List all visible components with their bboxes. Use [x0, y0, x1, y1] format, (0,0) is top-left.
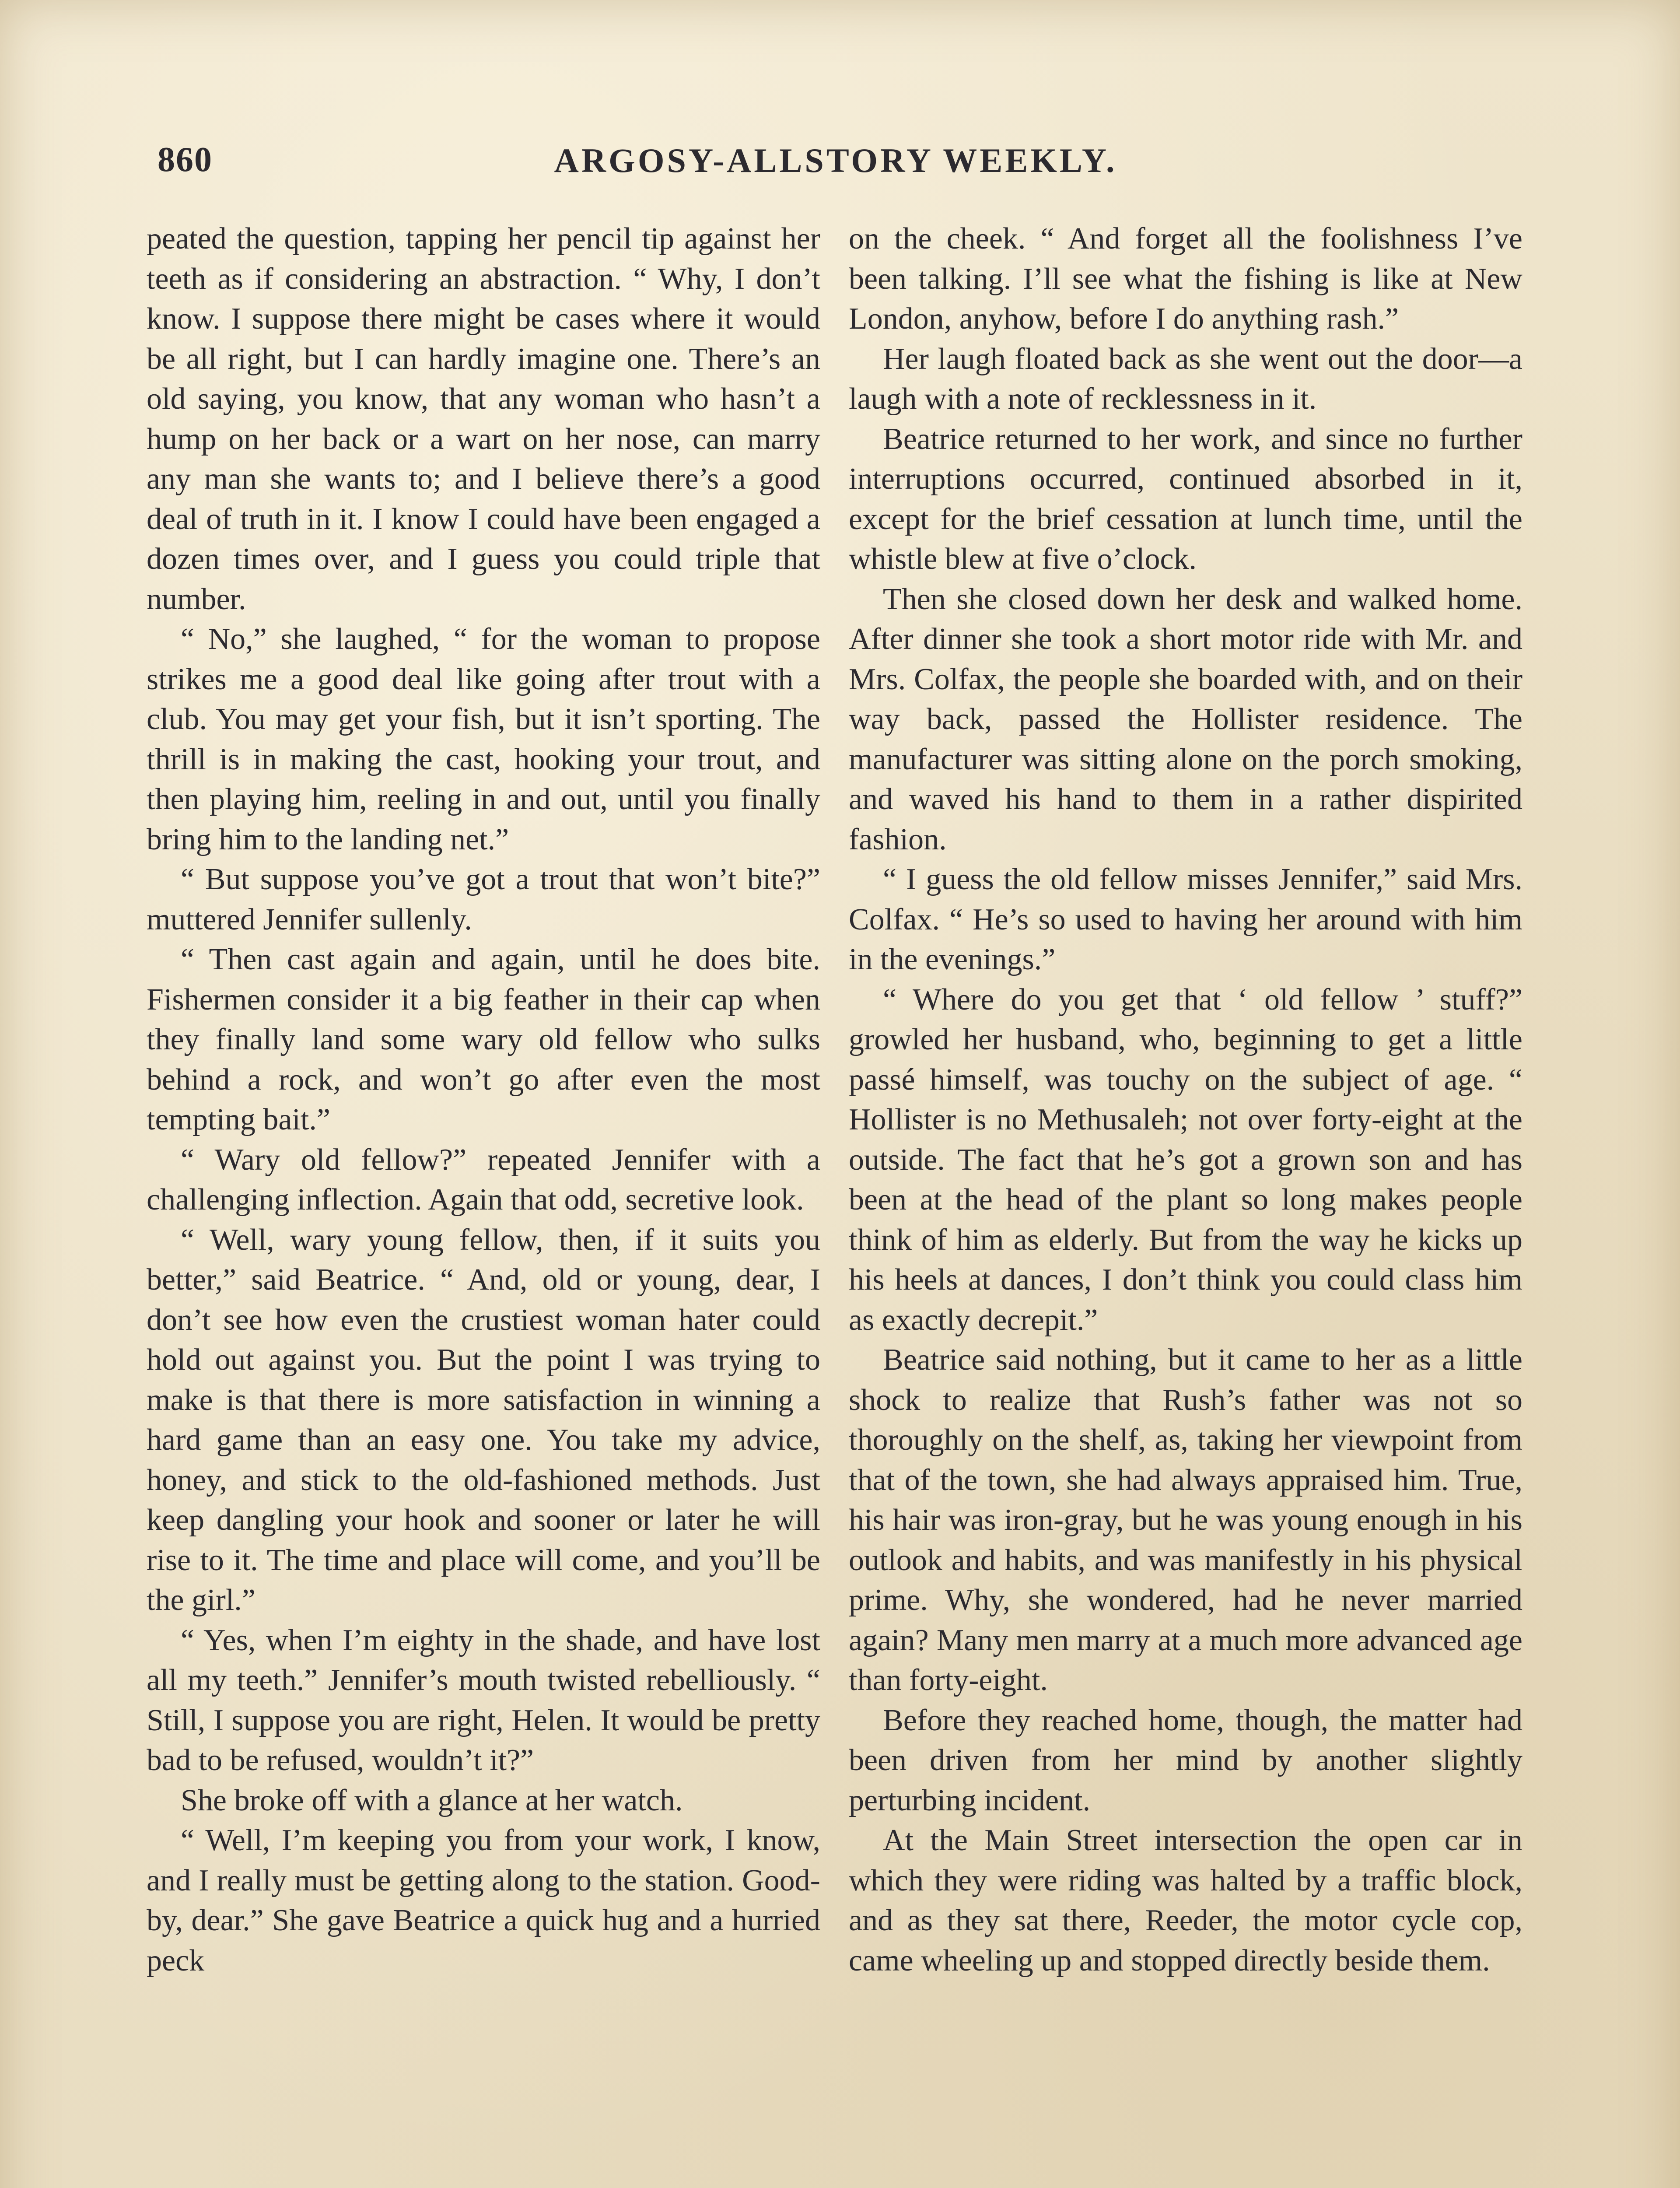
paragraph: on the cheek. “ And forget all the foolishness I’ve been talking. I’ll see what the fishing is like at New London, anyhow, before I do anything rash.” [849, 222, 1522, 336]
paragraph: Her laugh floated back as she went out the door—a laugh with a note of recklessness in it. [849, 342, 1522, 416]
paragraph: “ Well, wary young fellow, then, if it suits you better,” said Beatrice. “ And, old or young, dear, I don’t see how even the crustiest woman hater could hold out against you. But the point I was trying to make is that there is more satisfaction in winning a hard game than an easy one. You take my advice, honey, and stick to the old-fashioned methods. Just keep dangling your hook and sooner or later he will rise to it. The time and place will come, and you’ll be the girl.” [147, 1223, 820, 1617]
paragraph: “ Wary old fellow?” repeated Jennifer with a challenging inflection. Again that odd, secretive look. [147, 1143, 820, 1217]
paragraph: She broke off with a glance at her watch. [181, 1783, 683, 1817]
paragraph: peated the question, tapping her pencil tip against her teeth as if considering an abstraction. “ Why, I don’t know. I suppose there might be cases where it would be all right, but I can hardly imagine one. There’s an old saying, you know, that any woman who hasn’t a hump on her back or a wart on her nose, can marry any man she wants to; and I believe there’s a good deal of truth in it. I know I could have been engaged a dozen times over, and I guess you could triple that number. [147, 222, 820, 616]
magazine-title: ARGOSY-ALLSTORY WEEKLY. [554, 141, 1117, 179]
paragraph: “ Yes, when I’m eighty in the shade, and have lost all my teeth.” Jennifer’s mouth twisted rebelliously. “ Still, I suppose you are right, Helen. It would be pretty bad to be refused, wouldn’t it?” [147, 1623, 820, 1777]
paragraph: “ But suppose you’ve got a trout that won’t bite?” muttered Jennifer sullenly. [147, 863, 820, 936]
paragraph: Then she closed down her desk and walked home. After dinner she took a short motor ride with Mr. and Mrs. Colfax, the people she boarded with, and on their way back, passed the Hollister residence. The manufacturer was sitting alone on the porch smoking, and waved his hand to them in a rather dispirited fashion. [849, 582, 1522, 856]
paragraph: “ Where do you get that ‘ old fellow ’ stuff?” growled her husband, who, beginning to get a little passé himself, was touchy on the subject of age. “ Hollister is no Methusaleh; not over forty-eight at the outside. The fact that he’s got a grown son and has been at the head of the plant so long makes people think of him as elderly. But from the way he kicks up his heels at dances, I don’t think you could class him as exactly decrepit.” [849, 982, 1522, 1337]
page-number: 860 [158, 140, 213, 179]
paragraph: “ I guess the old fellow misses Jennifer,” said Mrs. Colfax. “ He’s so used to having her around with him in the evenings.” [849, 863, 1522, 976]
paragraph: “ No,” she laughed, “ for the woman to propose strikes me a good deal like going after trout with a club. You may get your fish, but it isn’t sporting. The thrill is in making the cast, hooking your trout, and then playing him, reeling in and out, until you finally bring him to the landing net.” [147, 622, 820, 856]
right-column [849, 219, 1522, 2188]
left-column [147, 219, 820, 2188]
paragraph: Beatrice said nothing, but it came to her as a little shock to realize that Rush’s father was not so thoroughly on the shelf, as, taking her viewpoint from that of the town, she had always appraised him. True, his hair was iron-gray, but he was young enough in his outlook and habits, and was manifestly in his physical prime. Why, she wondered, had he never married again? Many men marry at a much more advanced age than forty-eight. [849, 1343, 1522, 1697]
running-head [149, 131, 1522, 184]
paragraph: Before they reached home, though, the matter had been driven from her mind by another slightly perturbing incident. [849, 1703, 1522, 1817]
paragraph: Beatrice returned to her work, and since no further interruptions occurred, continued absorbed in it, except for the brief cessation at lunch time, until the whistle blew at five o’clock. [849, 422, 1522, 576]
paragraph: At the Main Street intersection the open car in which they were riding was halted by a traffic block, and as they sat there, Reeder, the motor cycle cop, came wheeling up and stopped directly beside them. [849, 1823, 1522, 1978]
paragraph: “ Well, I’m keeping you from your work, I know, and I really must be getting along to the station. Good-by, dear.” She gave Beatrice a quick hug and a hurried peck [147, 1823, 820, 1978]
paragraph: “ Then cast again and again, until he does bite. Fishermen consider it a big feather in their cap when they finally land some wary old fellow who sulks behind a rock, and won’t go after even the most tempting bait.” [147, 943, 820, 1136]
